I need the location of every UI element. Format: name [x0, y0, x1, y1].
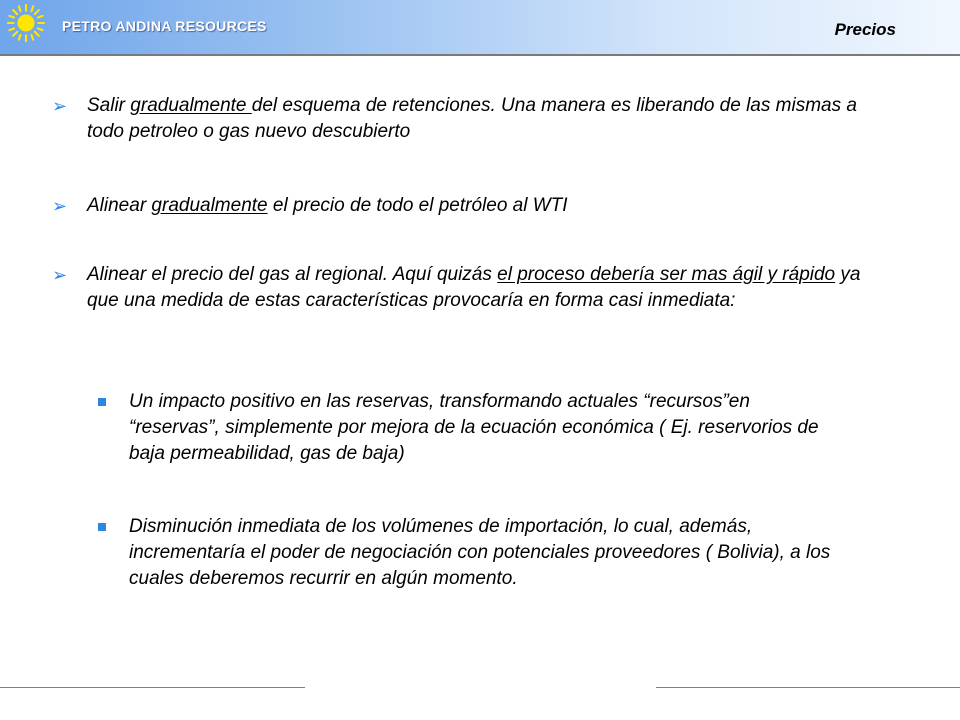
- bullet-text: Alinear el precio del gas al regional. Aquí quizás el proceso debería ser mas ágil y rápido ya que una medida de estas características provocaría en forma casi inmediata:: [87, 264, 861, 311]
- sub-bullet-text: Disminución inmediata de los volúmenes de importación, lo cual, además, incrementaría el poder de negociación con potenciales proveedores ( Bolivia), a los cuales deberemos recurrir en algún momento.: [129, 516, 831, 589]
- square-bullet-icon: [98, 523, 106, 531]
- arrow-bullet-icon: ➢: [52, 96, 68, 116]
- bullet-item-1: [52, 93, 882, 145]
- arrow-bullet-icon: ➢: [52, 196, 68, 216]
- arrow-bullet-icon: ➢: [52, 265, 68, 285]
- bullet-text: Salir gradualmente del esquema de retenciones. Una manera es liberando de las mismas a todo petroleo o gas nuevo descubierto: [87, 95, 857, 142]
- sub-bullet-text: Un impacto positivo en las reservas, transformando actuales “recursos”en “reservas”, simplemente por mejora de la ecuación económica ( Ej. reservorios de baja permeabilidad, gas de baja): [129, 391, 819, 464]
- sub-bullet-item-2: [98, 514, 838, 592]
- bullet-text: Alinear gradualmente el precio de todo el petróleo al WTI: [87, 195, 568, 216]
- company-name: PETRO ANDINA RESOURCES: [62, 18, 267, 34]
- sub-bullet-item-1: [98, 389, 838, 467]
- page-title: Precios: [834, 20, 896, 39]
- footer-divider-right: [656, 687, 960, 688]
- square-bullet-icon: [98, 398, 106, 406]
- bullet-item-2: [52, 193, 882, 219]
- bullet-item-3: [52, 262, 882, 314]
- footer-divider-left: [0, 687, 305, 688]
